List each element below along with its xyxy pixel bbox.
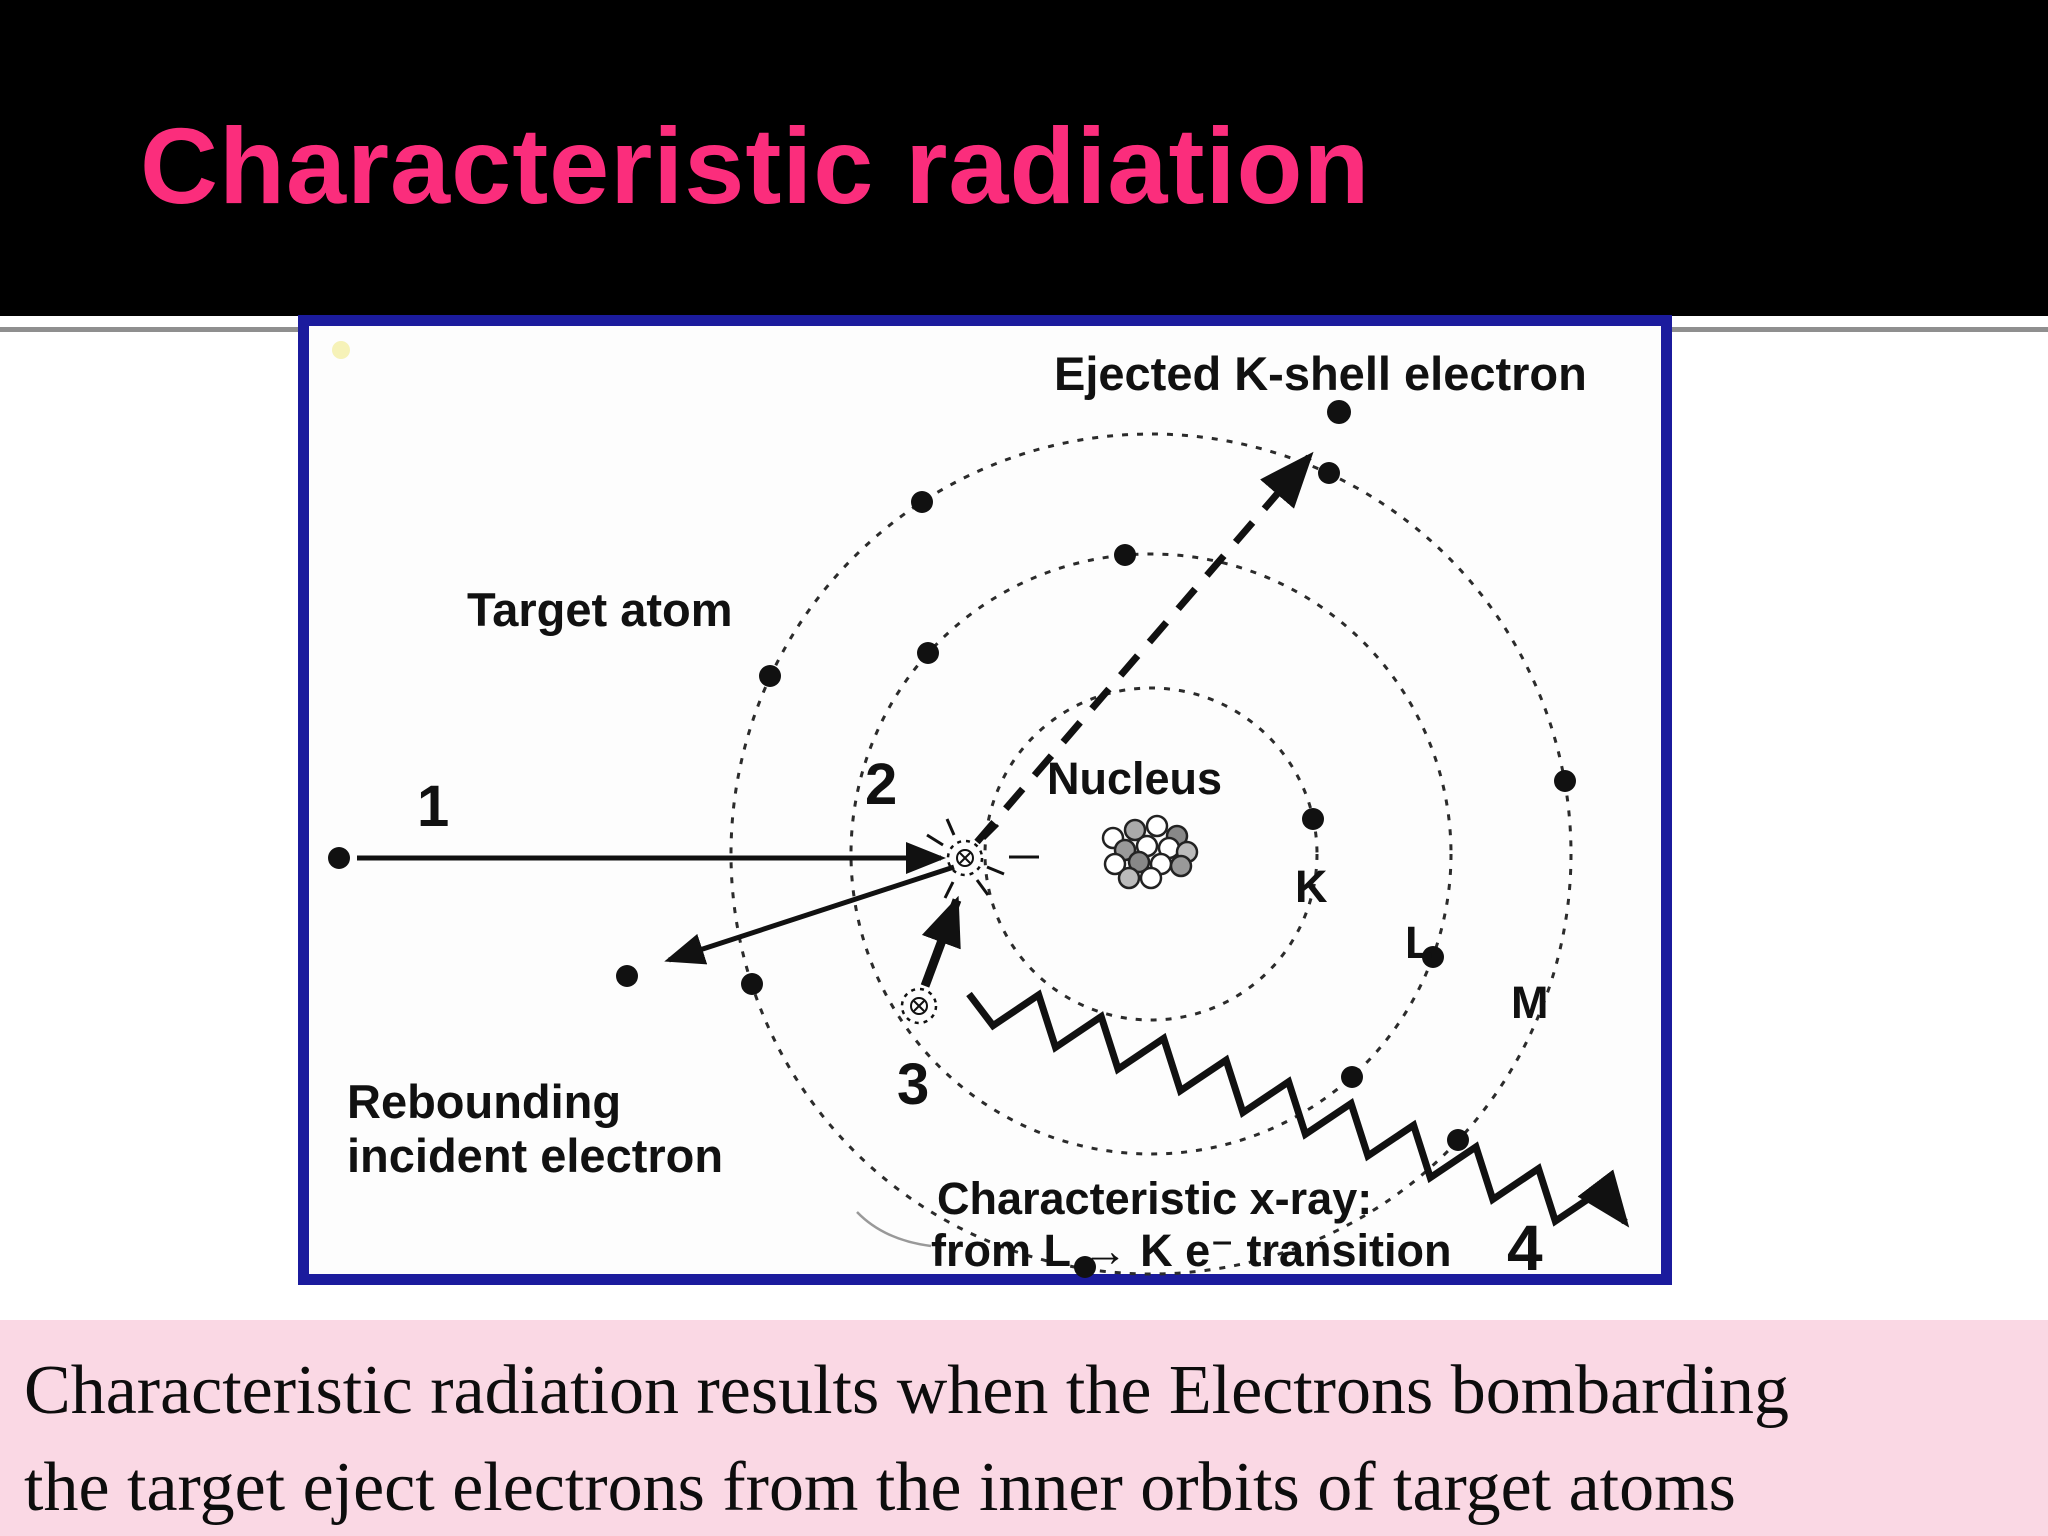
rebounding-label-line2: incident electron (347, 1129, 724, 1182)
electron-dot (911, 491, 933, 513)
nucleon (1141, 868, 1161, 888)
l-shell-label: L (1405, 917, 1433, 968)
l-to-k-transition-arrow (925, 900, 957, 986)
nucleon (1171, 856, 1191, 876)
k-shell-label: K (1295, 861, 1328, 912)
nucleus-label: Nucleus (1047, 753, 1223, 804)
rebounding-label-line1: Rebounding (347, 1075, 622, 1128)
electron-dot (1554, 770, 1576, 792)
nucleon (1119, 868, 1139, 888)
nucleus-cluster (1103, 816, 1197, 888)
xray-caption-line1: Characteristic x-ray: (937, 1173, 1373, 1224)
m-shell-label: M (1511, 977, 1549, 1028)
incident-electron-dot (328, 847, 350, 869)
electron-dot (759, 665, 781, 687)
ejected-electron-dot (1327, 400, 1351, 424)
nucleon (1147, 816, 1167, 836)
ejected-electron-label: Ejected K-shell electron (1054, 347, 1587, 400)
rebound-arrow (669, 867, 954, 960)
page-title: Characteristic radiation (140, 104, 1371, 226)
electron-dot (1447, 1129, 1469, 1151)
xray-caption-line2: from L → K e⁻ transition (931, 1225, 1452, 1276)
step-3-label: 3 (897, 1052, 930, 1117)
electron-dot (917, 642, 939, 664)
caption-bar (0, 1320, 2048, 1536)
atom-diagram (309, 326, 1661, 1284)
electron-dot (1114, 544, 1136, 566)
electron-dot (1341, 1066, 1363, 1088)
xray-caption-leader-line (857, 1212, 931, 1246)
caption-line1: Characteristic radiation results when the Electrons bombarding (24, 1352, 1790, 1429)
step-2-label: 2 (865, 752, 898, 817)
rebound-electron-dot (616, 965, 638, 987)
electron-dot (741, 973, 763, 995)
electron-dot (1302, 808, 1324, 830)
caption-line2: the target eject electrons from the inner orbits of target atoms (24, 1449, 1736, 1526)
step-4-label: 4 (1507, 1212, 1543, 1284)
electron-dot (1318, 462, 1340, 484)
l-vacancy (902, 989, 936, 1023)
target-atom-label: Target atom (467, 583, 733, 636)
atom-diagram-panel (298, 315, 1672, 1285)
spark-artifact (332, 341, 350, 359)
slide-header (0, 0, 2048, 316)
step-1-label: 1 (417, 774, 450, 839)
